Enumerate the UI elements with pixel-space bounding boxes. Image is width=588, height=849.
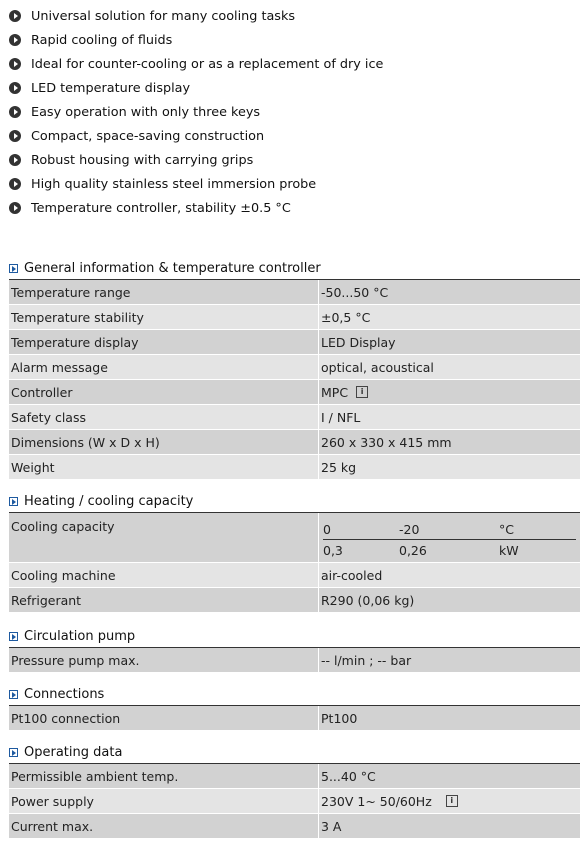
table-row — [9, 280, 580, 305]
bullet-arrow-icon — [9, 178, 21, 190]
feature-item — [9, 76, 579, 100]
feature-list — [9, 4, 579, 220]
table-row — [9, 330, 580, 355]
table-row — [9, 706, 580, 731]
bullet-arrow-icon — [9, 106, 21, 118]
section-title: Operating data — [24, 745, 123, 760]
section-header[interactable] — [9, 626, 580, 648]
row-key: Cooling capacity — [9, 513, 319, 562]
capacity-temp: -20 — [399, 521, 420, 537]
row-key: Alarm message — [9, 355, 319, 379]
row-value: 260 x 330 x 415 mm — [321, 434, 452, 450]
row-value: -50...50 °C — [321, 284, 389, 300]
row-value: Pt100 — [321, 710, 358, 726]
section-header[interactable] — [9, 258, 580, 280]
row-key: Permissible ambient temp. — [9, 764, 319, 788]
row-value — [319, 380, 580, 404]
section-header[interactable] — [9, 684, 580, 706]
feature-item — [9, 124, 579, 148]
feature-text: High quality stainless steel immersion probe — [31, 176, 317, 192]
feature-text: LED temperature display — [31, 80, 191, 96]
row-value: -- l/min ; -- bar — [321, 652, 412, 668]
feature-item — [9, 148, 579, 172]
row-value: 3 A — [321, 818, 342, 834]
bullet-arrow-icon — [9, 34, 21, 46]
table-row — [9, 430, 580, 455]
section-heating-cooling — [9, 491, 580, 613]
section-title: Circulation pump — [24, 629, 136, 644]
info-icon[interactable]: i — [446, 795, 458, 807]
controller-value: MPC — [321, 384, 349, 400]
capacity-powers — [323, 540, 578, 560]
capacity-grid — [321, 513, 580, 560]
row-value: 5...40 °C — [321, 768, 376, 784]
row-value: LED Display — [321, 334, 396, 350]
section-general — [9, 258, 580, 480]
table-row — [9, 355, 580, 380]
feature-text: Temperature controller, stability ±0.5 °C — [31, 200, 291, 216]
capacity-unit: kW — [499, 542, 519, 558]
row-key: Cooling machine — [9, 563, 319, 587]
row-key: Refrigerant — [9, 588, 319, 612]
row-key: Pt100 connection — [9, 706, 319, 730]
table-row — [9, 588, 580, 613]
feature-text: Universal solution for many cooling tasks — [31, 8, 296, 24]
bullet-arrow-icon — [9, 130, 21, 142]
row-key: Weight — [9, 455, 319, 479]
section-header[interactable] — [9, 491, 580, 513]
table-row — [9, 563, 580, 588]
section-connections — [9, 684, 580, 731]
bullet-arrow-icon — [9, 10, 21, 22]
cooling-capacity-row — [9, 513, 580, 563]
row-key: Current max. — [9, 814, 319, 838]
section-title: Connections — [24, 687, 105, 702]
table-row — [9, 455, 580, 480]
row-value: ±0,5 °C — [321, 309, 371, 325]
bullet-arrow-icon — [9, 82, 21, 94]
bullet-arrow-icon — [9, 202, 21, 214]
bullet-arrow-icon — [9, 58, 21, 70]
expand-arrow-icon[interactable] — [9, 497, 18, 506]
table-row — [9, 380, 580, 405]
row-value — [319, 513, 580, 562]
feature-text: Rapid cooling of fluids — [31, 32, 173, 48]
section-title: General information & temperature controller — [24, 261, 321, 276]
feature-item — [9, 4, 579, 28]
section-circulation-pump — [9, 626, 580, 673]
power-supply-value: 230V 1~ 50/60Hz — [321, 793, 432, 809]
table-row — [9, 305, 580, 330]
feature-text: Robust housing with carrying grips — [31, 152, 254, 168]
row-key: Dimensions (W x D x H) — [9, 430, 319, 454]
capacity-power: 0,3 — [323, 542, 343, 558]
row-key: Safety class — [9, 405, 319, 429]
bullet-arrow-icon — [9, 154, 21, 166]
table-row — [9, 789, 580, 814]
row-value: R290 (0,06 kg) — [321, 592, 415, 608]
capacity-temp: 0 — [323, 521, 331, 537]
row-value: optical, acoustical — [321, 359, 434, 375]
feature-item — [9, 28, 579, 52]
section-operating-data — [9, 742, 580, 839]
feature-item — [9, 52, 579, 76]
info-icon[interactable]: i — [356, 386, 368, 398]
row-value: I / NFL — [321, 409, 361, 425]
expand-arrow-icon[interactable] — [9, 748, 18, 757]
capacity-temps — [323, 519, 578, 539]
table-row — [9, 814, 580, 839]
table-row — [9, 648, 580, 673]
section-header[interactable] — [9, 742, 580, 764]
row-value: air-cooled — [321, 567, 383, 583]
feature-text: Compact, space-saving construction — [31, 128, 265, 144]
table-row — [9, 764, 580, 789]
capacity-power: 0,26 — [399, 542, 427, 558]
expand-arrow-icon[interactable] — [9, 264, 18, 273]
row-key: Temperature stability — [9, 305, 319, 329]
section-title: Heating / cooling capacity — [24, 494, 194, 509]
row-key: Temperature display — [9, 330, 319, 354]
capacity-unit: °C — [499, 521, 514, 537]
table-row — [9, 405, 580, 430]
feature-item — [9, 100, 579, 124]
row-key: Temperature range — [9, 280, 319, 304]
row-value — [319, 789, 580, 813]
row-key: Controller — [9, 380, 319, 404]
row-key: Power supply — [9, 789, 319, 813]
expand-arrow-icon[interactable] — [9, 690, 18, 699]
feature-text: Easy operation with only three keys — [31, 104, 261, 120]
row-key: Pressure pump max. — [9, 648, 319, 672]
row-value: 25 kg — [321, 459, 357, 475]
feature-item — [9, 196, 579, 220]
feature-text: Ideal for counter-cooling or as a replacement of dry ice — [31, 56, 384, 72]
expand-arrow-icon[interactable] — [9, 632, 18, 641]
feature-item — [9, 172, 579, 196]
